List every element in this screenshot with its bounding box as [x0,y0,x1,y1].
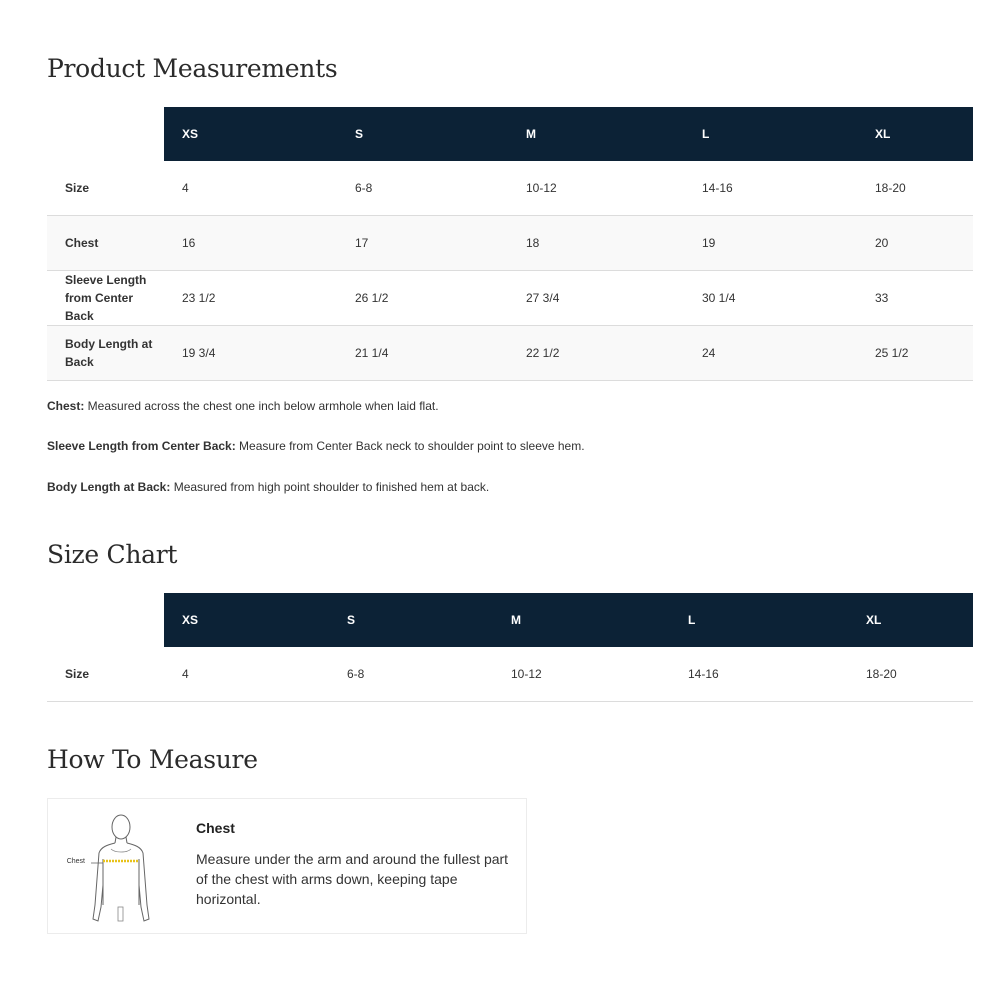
header-l: L [684,107,857,161]
table-row [47,216,973,271]
header-l: L [670,593,848,647]
header-xl: XL [848,593,973,647]
size-chart-title: Size Chart [47,540,178,569]
table-cell: 6-8 [329,647,493,702]
table-header-row [47,107,973,161]
header-s: S [329,593,493,647]
product-measurements-table [47,107,973,381]
row-label-size: Size [47,647,164,702]
row-label-body-length: Body Length at Back [47,326,164,381]
table-cell: 18-20 [848,647,973,702]
table-cell: 27 3/4 [508,271,684,326]
table-cell: 4 [164,647,329,702]
table-cell: 14-16 [670,647,848,702]
measure-card-chest [47,798,527,934]
table-cell: 30 1/4 [684,271,857,326]
table-cell: 16 [164,216,337,271]
header-xs: XS [164,107,337,161]
note-body-length [47,480,489,494]
table-row [47,326,973,381]
header-s: S [337,107,508,161]
note-chest [47,399,439,413]
table-cell: 18-20 [857,161,973,216]
table-row [47,161,973,216]
table-cell: 19 [684,216,857,271]
table-cell: 14-16 [684,161,857,216]
table-header-row [47,593,973,647]
illustration-label: Chest [66,858,85,865]
table-cell: 33 [857,271,973,326]
size-chart-table [47,593,973,702]
header-corner [47,107,164,161]
table-cell: 6-8 [337,161,508,216]
row-label-chest: Chest [47,216,164,271]
table-row [47,271,973,326]
table-cell: 20 [857,216,973,271]
table-cell: 22 1/2 [508,326,684,381]
measure-card-title: Chest [196,820,235,836]
table-cell: 19 3/4 [164,326,337,381]
table-row [47,647,973,702]
header-m: M [493,593,670,647]
header-corner [47,593,164,647]
note-text: Measured from high point shoulder to finished hem at back. [170,480,490,494]
note-text: Measured across the chest one inch below armhole when laid flat. [84,399,439,413]
row-label-sleeve-length: Sleeve Length from Center Back [47,271,164,326]
table-cell: 4 [164,161,337,216]
note-sleeve-length [47,439,585,453]
product-measurements-title: Product Measurements [47,54,338,83]
table-cell: 23 1/2 [164,271,337,326]
table-cell: 24 [684,326,857,381]
table-cell: 10-12 [493,647,670,702]
row-label-size: Size [47,161,164,216]
note-term: Chest: [47,399,85,413]
note-term: Sleeve Length from Center Back: [47,439,236,453]
table-cell: 21 1/4 [337,326,508,381]
how-to-measure-title: How To Measure [47,745,258,774]
table-cell: 18 [508,216,684,271]
note-term: Body Length at Back: [47,480,171,494]
table-cell: 17 [337,216,508,271]
note-text: Measure from Center Back neck to shoulder point to sleeve hem. [235,439,585,453]
table-cell: 25 1/2 [857,326,973,381]
header-m: M [508,107,684,161]
header-xl: XL [857,107,973,161]
header-xs: XS [164,593,329,647]
measure-card-description: Measure under the arm and around the fullest part of the chest with arms down, keeping tape horizontal. [196,851,509,907]
table-cell: 26 1/2 [337,271,508,326]
chest-measure-illustration-icon [63,809,175,925]
table-cell: 10-12 [508,161,684,216]
